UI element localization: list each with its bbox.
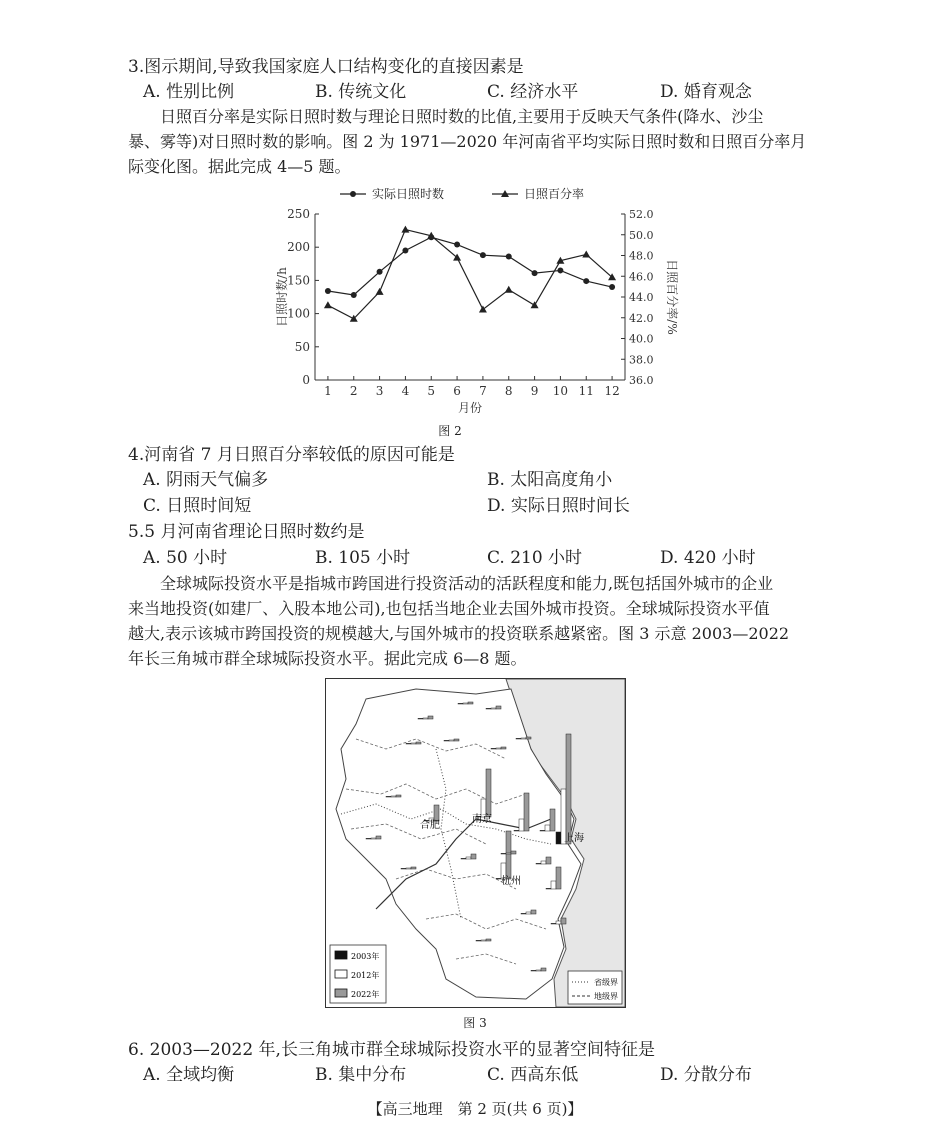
city-investment-bar [411,867,416,869]
point-sunshine-hours [480,252,486,258]
point-sunshine-hours [583,278,589,284]
city-investment-bar [366,838,371,839]
city-investment-bar [561,918,566,924]
x-tick-label: 9 [530,384,539,398]
city-label-hefei: 合肥 [420,820,440,831]
q4-option-a: A. 阴雨天气偏多 [143,470,269,490]
q6-stem: 6. 2003—2022 年,长三角城市群全球城际投资水平的显著空间特征是 [128,1040,655,1060]
legend-label-2022: 2022年 [351,990,380,999]
city-investment-bar [463,703,468,704]
yangtze-delta-map [325,678,626,1008]
x-tick-label: 6 [453,384,461,398]
q5-option-a: A. 50 小时 [143,548,228,568]
intro1-line3: 际变化图。据此完成 4—5 题。 [128,157,351,176]
city-investment-bar [545,825,550,831]
q5-option-b: B. 105 小时 [315,548,411,568]
q5-option-d: D. 420 小时 [660,548,756,568]
y-axis-title: 日照时数/h [275,267,289,327]
sunshine-chart [260,180,680,420]
city-investment-bar [471,854,476,859]
x-tick-label: 3 [375,384,384,398]
city-investment-bar [466,857,471,859]
legend-provincial-label: 省级界 [594,978,618,987]
city-investment-bar [386,796,391,797]
legend-prefecture-label: 地级界 [594,992,618,1001]
q6-option-c: C. 西高东低 [487,1065,579,1085]
y-tick-label: 100 [287,306,310,321]
city-investment-bar [461,858,466,859]
point-sunshine-hours [506,253,512,259]
city-investment-bar [556,867,561,889]
legend-swatch-2003 [335,951,347,959]
city-investment-bar [454,739,459,741]
city-investment-bar [551,923,556,924]
city-investment-bar [524,793,529,831]
point-sunshine-percent [531,301,539,308]
city-investment-bar [401,868,406,869]
series-line-0 [328,237,612,295]
legend-label-percent: 日照百分率 [524,187,585,201]
city-investment-bar [449,740,454,741]
legend-label-2003: 2003年 [351,952,380,961]
city-investment-bar [536,970,541,971]
page-footer: 【高三地理 第 2 页(共 6 页)】 [367,1100,583,1118]
y-tick-label: 50 [294,339,310,354]
city-investment-bar [506,831,511,879]
y2-axis-title: 日照百分率/% [665,259,679,335]
q3-option-c: C. 经济水平 [487,82,579,102]
figure2-caption: 图 2 [438,424,462,438]
y2-tick-label: 42.0 [629,311,654,325]
city-investment-bar [566,734,571,844]
point-sunshine-hours [609,284,615,290]
q3-option-d: D. 婚育观念 [660,82,752,102]
city-investment-bar [491,748,496,749]
intro2-line4: 年长三角城市群全球城际投资水平。据此完成 6—8 题。 [128,649,527,668]
point-sunshine-hours [377,269,383,275]
intro2-line2: 来当地投资(如建厂、入股本地公司),也包括当地企业去国外城市投资。全球城际投资水平值 [128,599,770,618]
point-sunshine-hours [532,270,538,276]
x-tick-label: 5 [427,384,436,398]
legend-label-hours: 实际日照时数 [372,187,445,201]
point-sunshine-percent [505,286,513,293]
point-sunshine-percent [324,301,332,308]
city-investment-bar [540,830,545,831]
city-investment-bar [526,737,531,739]
q6-option-d: D. 分散分布 [660,1065,752,1085]
figure3-caption: 图 3 [463,1016,487,1030]
point-sunshine-percent [582,250,590,257]
x-tick-label: 7 [479,384,487,398]
x-tick-label: 1 [324,384,332,398]
intro1-line2: 暴、雾等)对日照时数的影响。图 2 为 1971—2020 年河南省平均实际日照时数和日照百分率月 [128,132,807,151]
y2-tick-label: 44.0 [629,291,654,304]
city-investment-bar [521,913,526,914]
q5-option-c: C. 210 小时 [487,548,583,568]
city-investment-bar [550,809,555,831]
x-axis-title: 月份 [457,401,483,415]
city-investment-bar [418,718,423,719]
city-label-hangzhou: 杭州 [501,876,521,887]
city-investment-bar [531,970,536,971]
point-sunshine-percent [479,305,487,312]
point-sunshine-hours [454,242,460,248]
city-investment-bar [423,718,428,719]
y-tick-label: 250 [287,207,310,221]
q4-option-b: B. 太阳高度角小 [487,470,613,490]
city-investment-bar [546,857,551,864]
city-investment-bar [526,912,531,914]
point-sunshine-percent [376,288,384,295]
legend-swatch-2022 [335,989,347,997]
city-investment-bar [458,703,463,704]
x-tick-label: 10 [552,384,569,398]
city-investment-bar [428,716,433,719]
y2-tick-label: 38.0 [629,353,654,367]
q6-option-b: B. 集中分布 [315,1065,407,1085]
point-sunshine-hours [325,288,331,294]
city-investment-bar [556,921,561,924]
point-sunshine-hours [557,267,563,273]
city-investment-bar [501,747,506,749]
intro1-line1: 日照百分率是实际日照时数与理论日照时数的比值,主要用于反映天气条件(降水、沙尘 [160,107,764,126]
x-tick-label: 11 [578,384,594,398]
y-tick-label: 150 [287,273,310,288]
legend-marker-hours [350,191,356,197]
q3-option-b: B. 传统文化 [315,82,407,102]
city-investment-bar [546,888,551,889]
y2-tick-label: 50.0 [629,228,654,242]
city-investment-bar [396,795,401,797]
q3-option-a: A. 性别比例 [143,82,235,102]
city-investment-bar [406,868,411,869]
y2-tick-label: 46.0 [629,270,654,284]
city-investment-bar [411,743,416,744]
city-investment-bar [391,796,396,797]
city-investment-bar [531,910,536,914]
city-investment-bar [496,748,501,749]
city-investment-bar [511,851,516,854]
q4-option-d: D. 实际日照时间长 [487,496,630,516]
y-tick-label: 0 [302,373,310,387]
intro2-line1: 全球城际投资水平是指城市跨国进行投资活动的活跃程度和能力,既包括国外城市的企业 [160,574,774,593]
q5-stem: 5.5 月河南省理论日照时数约是 [128,522,365,542]
city-investment-bar [519,819,524,831]
city-investment-bar [536,863,541,864]
x-tick-label: 2 [349,384,358,398]
city-investment-bar [371,838,376,839]
city-investment-bar [444,740,449,741]
city-label-nanjing: 南京 [472,814,492,825]
point-sunshine-hours [402,248,408,254]
point-sunshine-percent [401,226,409,233]
city-investment-bar [556,832,561,844]
city-investment-bar [521,738,526,739]
city-investment-bar [376,836,381,839]
y2-tick-label: 36.0 [629,374,654,387]
q4-stem: 4.河南省 7 月日照百分率较低的原因可能是 [128,445,455,465]
city-investment-bar [486,939,491,941]
legend-label-2012: 2012年 [351,971,380,980]
legend-swatch-2012 [335,970,347,978]
q4-option-c: C. 日照时间短 [143,496,252,516]
city-investment-bar [516,738,521,739]
intro2-line3: 越大,表示该城市跨国投资的规模越大,与国外城市的投资联系越紧密。图 3 示意 2003—2022 [128,624,790,643]
city-investment-bar [486,708,491,709]
city-investment-bar [481,940,486,941]
city-investment-bar [468,702,473,704]
x-tick-label: 12 [604,384,620,398]
city-investment-bar [514,830,519,831]
q3-stem: 3.图示期间,导致我国家庭人口结构变化的直接因素是 [128,57,524,77]
city-investment-bar [541,968,546,971]
city-investment-bar [501,853,506,854]
point-sunshine-hours [351,292,357,298]
city-investment-bar [506,853,511,854]
map-svg [326,679,625,1007]
city-investment-bar [476,940,481,941]
city-investment-bar [486,769,491,817]
city-investment-bar [541,861,546,864]
city-investment-bar [496,706,501,709]
x-tick-label: 4 [401,384,410,398]
city-investment-bar [416,742,421,744]
x-tick-label: 8 [504,384,513,398]
y-tick-label: 200 [287,240,310,255]
city-investment-bar [551,881,556,889]
city-investment-bar [406,743,411,744]
q6-option-a: A. 全域均衡 [143,1065,235,1085]
y2-tick-label: 52.0 [629,208,654,221]
city-investment-bar [491,708,496,709]
city-label-shanghai: 上海 [564,833,584,844]
y2-tick-label: 48.0 [629,249,654,263]
y2-tick-label: 40.0 [629,332,654,346]
city-investment-bar [434,805,439,821]
